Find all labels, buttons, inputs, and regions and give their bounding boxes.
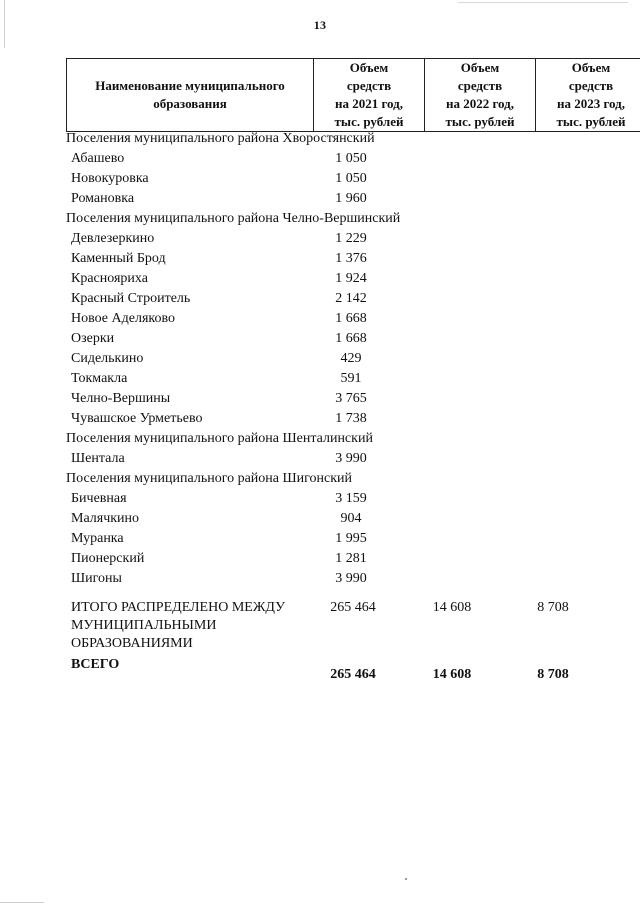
table-row (0, 230, 640, 250)
table-row (0, 250, 640, 270)
municipality-name: Чувашское Урметьево (71, 411, 203, 426)
grand-total-2022-value: 14 608 (432, 667, 472, 682)
table-row (0, 370, 640, 390)
table-row (0, 490, 640, 510)
value-2021: 3 990 (335, 571, 367, 586)
header-2021-line-1: Объем (349, 60, 389, 75)
total-distributed-label: ИТОГО РАСПРЕДЕЛЕНО МЕЖДУ МУНИЦИПАЛЬНЫМИ ОБРАЗОВАНИЯМИ (71, 600, 285, 651)
header-2021-column (314, 59, 425, 132)
table-header (66, 58, 640, 132)
grand-total-2021-value: 265 464 (330, 667, 376, 682)
value-2021: 904 (340, 511, 362, 526)
municipality-name: Пионерский (71, 551, 145, 566)
municipality-name: Малячкино (71, 511, 140, 526)
municipality-name: Озерки (71, 331, 115, 346)
header-2022-column (425, 59, 536, 132)
value-2021: 1 668 (335, 311, 367, 326)
municipality-name: Бичевная (71, 491, 127, 506)
header-2021-line-2: средств (346, 78, 392, 93)
header-name-line-2: образования (153, 96, 227, 111)
header-2023-line-3: на 2023 год, (556, 96, 626, 111)
grand-total-label: ВСЕГО (71, 657, 120, 672)
header-2022-line-2: средств (457, 78, 503, 93)
municipality-name: Каменный Брод (71, 251, 166, 266)
municipality-name: Красный Строитель (71, 291, 191, 306)
table-row (0, 270, 640, 290)
district-row (0, 470, 640, 490)
value-2021: 1 050 (335, 151, 367, 166)
municipality-name: Сиделькино (71, 351, 144, 366)
table-row (0, 550, 640, 570)
value-2021: 1 995 (335, 531, 367, 546)
municipality-name: Краснояриха (71, 271, 148, 286)
header-2023-line-1: Объем (571, 60, 611, 75)
value-2021: 1 668 (335, 331, 367, 346)
municipality-name: Токмакла (71, 371, 128, 386)
table-row (0, 150, 640, 170)
table-row (0, 170, 640, 190)
grand-total-row (0, 656, 640, 686)
header-2022-line-3: на 2022 год, (445, 96, 515, 111)
header-2023-line-4: тыс. рублей (556, 114, 626, 129)
table-body (0, 130, 640, 590)
municipality-name: Шигоны (71, 571, 122, 586)
value-2021: 1 924 (335, 271, 367, 286)
value-2021: 3 159 (335, 491, 367, 506)
municipality-name: Романовка (71, 191, 135, 206)
table-row (0, 570, 640, 590)
district-name: Поселения муниципального района Челно-Вершинский (66, 211, 401, 226)
value-2021: 591 (340, 371, 362, 386)
header-2021-line-3: на 2021 год, (334, 96, 404, 111)
municipality-name: Новое Аделяково (71, 311, 175, 326)
municipality-name: Муранка (71, 531, 124, 546)
district-name: Поселения муниципального района Хворостянский (66, 131, 375, 146)
total-2023-value: 8 708 (537, 600, 569, 615)
municipality-name: Шентала (71, 451, 125, 466)
municipality-name: Абашево (71, 151, 125, 166)
total-2022-value: 14 608 (432, 600, 472, 615)
table-row (0, 410, 640, 430)
header-2023-line-2: средств (568, 78, 614, 93)
value-2021: 1 229 (335, 231, 367, 246)
header-name-column (67, 59, 314, 132)
value-2021: 2 142 (335, 291, 367, 306)
municipality-name: Новокуровка (71, 171, 149, 186)
header-2023-column (536, 59, 640, 132)
municipality-name: Челно-Вершины (71, 391, 171, 406)
value-2021: 1 050 (335, 171, 367, 186)
value-2021: 1 281 (335, 551, 367, 566)
value-2021: 3 990 (335, 451, 367, 466)
table-row (0, 310, 640, 330)
bottom-left-rule (0, 902, 44, 903)
district-name: Поселения муниципального района Шенталинский (66, 431, 373, 446)
header-2022-line-4: тыс. рублей (445, 114, 515, 129)
page-number: 13 (313, 18, 327, 32)
table-row (0, 510, 640, 530)
district-row (0, 210, 640, 230)
table-row (0, 350, 640, 370)
district-row (0, 430, 640, 450)
total-distributed-row (0, 594, 640, 654)
value-2021: 429 (340, 351, 362, 366)
table-row (0, 290, 640, 310)
district-row (0, 130, 640, 150)
value-2021: 1 960 (335, 191, 367, 206)
scan-speck (405, 878, 407, 880)
value-2021: 1 738 (335, 411, 367, 426)
header-name-line-1: Наименование муниципального (95, 78, 285, 93)
value-2021: 1 376 (335, 251, 367, 266)
grand-total-2023-value: 8 708 (537, 667, 569, 682)
district-name: Поселения муниципального района Шигонский (66, 471, 353, 486)
header-2021-line-4: тыс. рублей (334, 114, 404, 129)
table-row (0, 530, 640, 550)
table-row (0, 190, 640, 210)
total-2021-value: 265 464 (330, 600, 376, 615)
table-row (0, 330, 640, 350)
value-2021: 3 765 (335, 391, 367, 406)
municipality-name: Девлезеркино (71, 231, 155, 246)
top-right-rule (458, 2, 628, 3)
header-2022-line-1: Объем (460, 60, 500, 75)
table-row (0, 390, 640, 410)
table-row (0, 450, 640, 470)
